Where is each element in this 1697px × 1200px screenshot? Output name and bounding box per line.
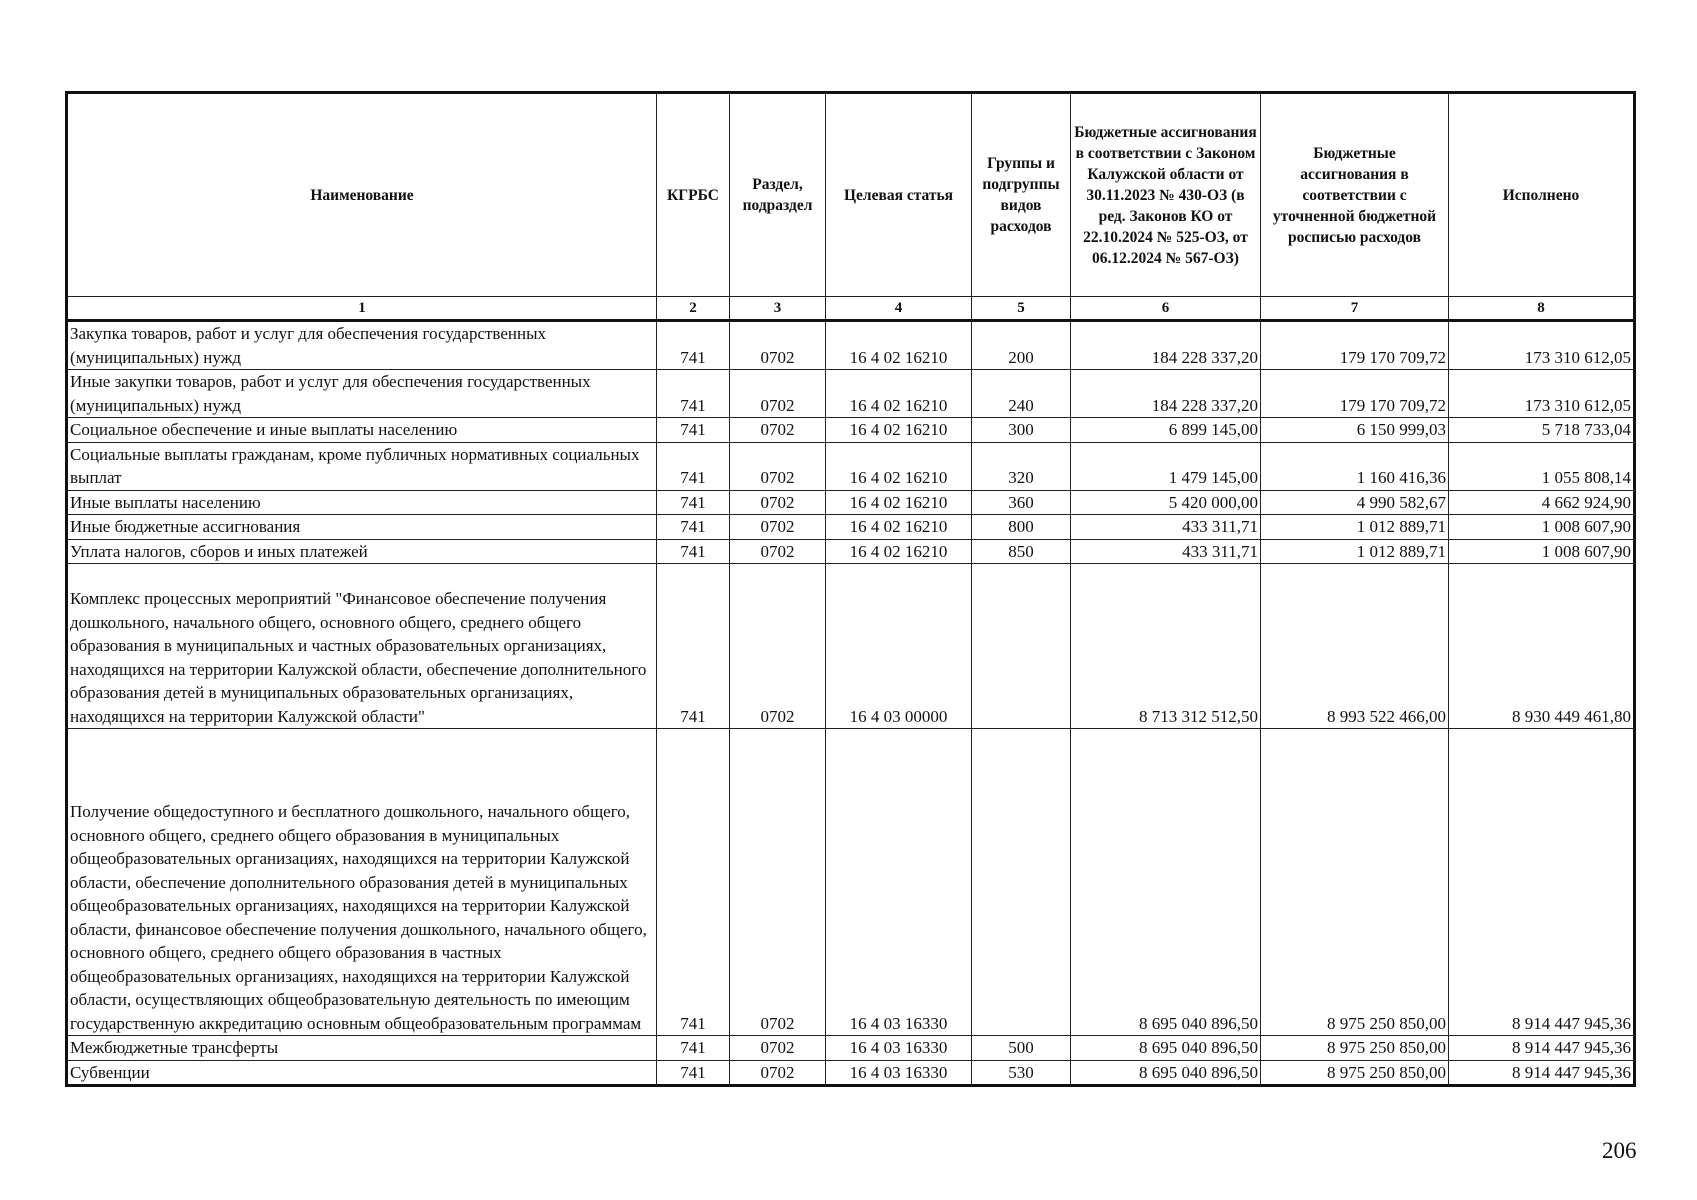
column-number: 7 — [1261, 297, 1449, 321]
row-group: 850 — [972, 539, 1071, 564]
row-name: Межбюджетные трансферты — [67, 1036, 657, 1061]
row-target: 16 4 03 16330 — [826, 729, 972, 1036]
column-number: 2 — [657, 297, 730, 321]
row-section: 0702 — [730, 1060, 826, 1086]
row-refined-amount: 6 150 999,03 — [1261, 418, 1449, 443]
table-header — [67, 93, 1635, 321]
row-law-amount: 1 479 145,00 — [1071, 442, 1261, 490]
row-kgrbs: 741 — [657, 1060, 730, 1086]
row-group — [972, 564, 1071, 729]
row-law-amount: 5 420 000,00 — [1071, 490, 1261, 515]
row-executed-amount: 4 662 924,90 — [1449, 490, 1635, 515]
row-kgrbs: 741 — [657, 418, 730, 443]
column-number: 8 — [1449, 297, 1635, 321]
row-section: 0702 — [730, 564, 826, 729]
row-section: 0702 — [730, 490, 826, 515]
row-group: 800 — [972, 515, 1071, 540]
column-number: 4 — [826, 297, 972, 321]
row-name: Субвенции — [67, 1060, 657, 1086]
row-name: Уплата налогов, сборов и иных платежей — [67, 539, 657, 564]
table-row — [67, 418, 1635, 443]
row-name: Социальное обеспечение и иные выплаты населению — [67, 418, 657, 443]
column-number: 3 — [730, 297, 826, 321]
row-refined-amount: 179 170 709,72 — [1261, 370, 1449, 418]
row-name: Иные закупки товаров, работ и услуг для обеспечения государственных (муниципальных) нужд — [67, 370, 657, 418]
row-target: 16 4 02 16210 — [826, 370, 972, 418]
row-refined-amount: 8 993 522 466,00 — [1261, 564, 1449, 729]
row-kgrbs: 741 — [657, 729, 730, 1036]
row-target: 16 4 02 16210 — [826, 539, 972, 564]
column-number: 1 — [67, 297, 657, 321]
row-target: 16 4 03 16330 — [826, 1036, 972, 1061]
row-name: Иные выплаты населению — [67, 490, 657, 515]
row-group: 320 — [972, 442, 1071, 490]
row-group: 360 — [972, 490, 1071, 515]
row-refined-amount: 8 975 250 850,00 — [1261, 1060, 1449, 1086]
row-kgrbs: 741 — [657, 490, 730, 515]
row-refined-amount: 179 170 709,72 — [1261, 321, 1449, 370]
row-kgrbs: 741 — [657, 515, 730, 540]
row-law-amount: 8 713 312 512,50 — [1071, 564, 1261, 729]
row-group: 300 — [972, 418, 1071, 443]
table-row — [67, 490, 1635, 515]
row-section: 0702 — [730, 1036, 826, 1061]
row-kgrbs: 741 — [657, 564, 730, 729]
row-executed-amount: 173 310 612,05 — [1449, 321, 1635, 370]
column-number: 5 — [972, 297, 1071, 321]
row-name: Закупка товаров, работ и услуг для обеспечения государственных (муниципальных) нужд — [67, 321, 657, 370]
column-number: 6 — [1071, 297, 1261, 321]
row-target: 16 4 02 16210 — [826, 515, 972, 540]
table-row — [67, 515, 1635, 540]
header-executed: Исполнено — [1449, 93, 1635, 297]
row-kgrbs: 741 — [657, 321, 730, 370]
row-refined-amount: 1 012 889,71 — [1261, 515, 1449, 540]
table-row — [67, 1036, 1635, 1061]
row-group: 200 — [972, 321, 1071, 370]
row-executed-amount: 8 930 449 461,80 — [1449, 564, 1635, 729]
row-refined-amount: 8 975 250 850,00 — [1261, 729, 1449, 1036]
row-section: 0702 — [730, 515, 826, 540]
row-law-amount: 433 311,71 — [1071, 515, 1261, 540]
row-target: 16 4 02 16210 — [826, 490, 972, 515]
row-law-amount: 8 695 040 896,50 — [1071, 729, 1261, 1036]
row-section: 0702 — [730, 729, 826, 1036]
row-section: 0702 — [730, 539, 826, 564]
row-kgrbs: 741 — [657, 1036, 730, 1061]
row-section: 0702 — [730, 442, 826, 490]
row-law-amount: 6 899 145,00 — [1071, 418, 1261, 443]
row-executed-amount: 173 310 612,05 — [1449, 370, 1635, 418]
table-body — [67, 321, 1635, 1086]
row-law-amount: 184 228 337,20 — [1071, 370, 1261, 418]
row-kgrbs: 741 — [657, 442, 730, 490]
header-law-allocations: Бюджетные ассигнования в соответствии с Законом Калужской области от 30.11.2023 № 430-ОЗ (в ред. Законов КО от 22.10.2024 № 525-ОЗ, от 06.12.2024 № 567-ОЗ) — [1071, 93, 1261, 297]
row-executed-amount: 1 008 607,90 — [1449, 515, 1635, 540]
row-refined-amount: 1 012 889,71 — [1261, 539, 1449, 564]
row-law-amount: 184 228 337,20 — [1071, 321, 1261, 370]
row-executed-amount: 1 055 808,14 — [1449, 442, 1635, 490]
row-name: Получение общедоступного и бесплатного дошкольного, начального общего, основного общего, среднего общего образования в муниципальных общеобразовательных организациях, находящихся на территории Калужской области, обеспечение дополнительного образования детей в муниципальных общеобразовательных организациях, находящихся на территории Калужской области, финансовое обеспечение получения дошкольного, начального общего, основного общего, среднего общего образования в частных общеобразовательных организациях, находящихся на территории Калужской области, осуществляющих общеобразовательную деятельность по имеющим государственную аккредитацию основным общеобразовательным программам — [67, 729, 657, 1036]
header-kgrbs: КГРБС — [657, 93, 730, 297]
table-row — [67, 729, 1635, 1036]
row-name: Социальные выплаты гражданам, кроме публичных нормативных социальных выплат — [67, 442, 657, 490]
header-name: Наименование — [67, 93, 657, 297]
row-target: 16 4 03 00000 — [826, 564, 972, 729]
header-refined-allocations: Бюджетные ассигнования в соответствии с уточненной бюджетной росписью расходов — [1261, 93, 1449, 297]
row-section: 0702 — [730, 321, 826, 370]
row-law-amount: 8 695 040 896,50 — [1071, 1060, 1261, 1086]
table-row — [67, 370, 1635, 418]
header-target-article: Целевая статья — [826, 93, 972, 297]
row-executed-amount: 8 914 447 945,36 — [1449, 1060, 1635, 1086]
row-refined-amount: 4 990 582,67 — [1261, 490, 1449, 515]
row-law-amount: 8 695 040 896,50 — [1071, 1036, 1261, 1061]
row-kgrbs: 741 — [657, 539, 730, 564]
row-executed-amount: 1 008 607,90 — [1449, 539, 1635, 564]
row-target: 16 4 02 16210 — [826, 418, 972, 443]
row-target: 16 4 02 16210 — [826, 321, 972, 370]
row-kgrbs: 741 — [657, 370, 730, 418]
row-refined-amount: 8 975 250 850,00 — [1261, 1036, 1449, 1061]
row-law-amount: 433 311,71 — [1071, 539, 1261, 564]
row-section: 0702 — [730, 418, 826, 443]
table-row — [67, 321, 1635, 370]
row-name: Комплекс процессных мероприятий "Финансовое обеспечение получения дошкольного, начального общего, основного общего, среднего общего образования в муниципальных и частных образовательных организациях, находящихся на территории Калужской области, обеспечение дополнительного образования детей в муниципальных образовательных организациях, находящихся на территории Калужской области" — [67, 564, 657, 729]
table-row — [67, 539, 1635, 564]
header-section: Раздел, подраздел — [730, 93, 826, 297]
row-section: 0702 — [730, 370, 826, 418]
row-group — [972, 729, 1071, 1036]
page-number: 206 — [1602, 1138, 1637, 1163]
row-name: Иные бюджетные ассигнования — [67, 515, 657, 540]
budget-table — [65, 91, 1636, 1087]
row-target: 16 4 02 16210 — [826, 442, 972, 490]
table-row — [67, 564, 1635, 729]
row-executed-amount: 8 914 447 945,36 — [1449, 729, 1635, 1036]
table-row — [67, 442, 1635, 490]
row-executed-amount: 8 914 447 945,36 — [1449, 1036, 1635, 1061]
row-group: 240 — [972, 370, 1071, 418]
row-group: 530 — [972, 1060, 1071, 1086]
row-target: 16 4 03 16330 — [826, 1060, 972, 1086]
row-group: 500 — [972, 1036, 1071, 1061]
row-refined-amount: 1 160 416,36 — [1261, 442, 1449, 490]
header-expense-group: Группы и подгруппы видов расходов — [972, 93, 1071, 297]
table-row — [67, 1060, 1635, 1086]
row-executed-amount: 5 718 733,04 — [1449, 418, 1635, 443]
